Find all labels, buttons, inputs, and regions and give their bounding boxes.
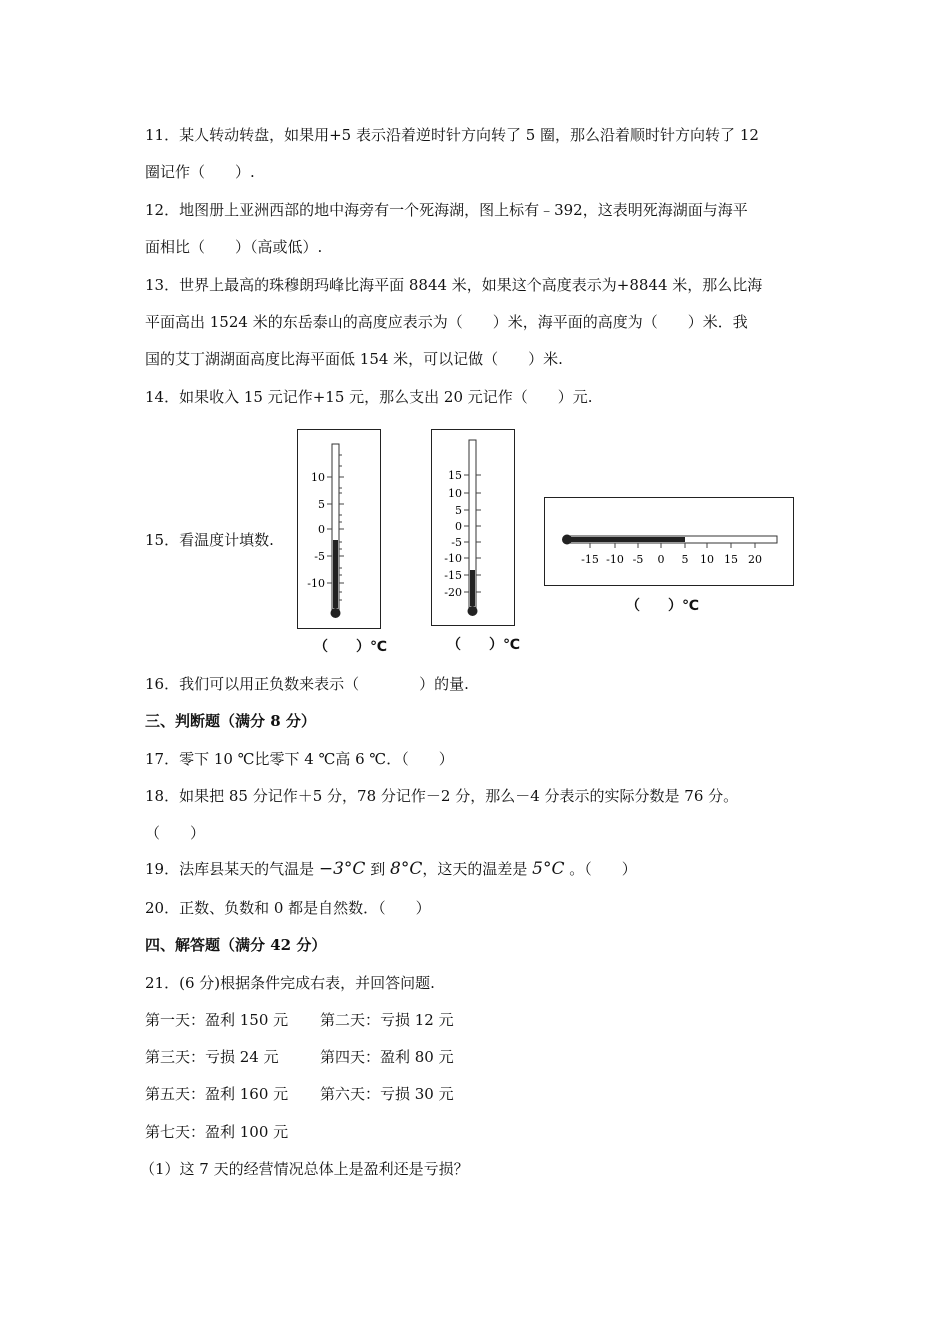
q18-line2: （ ） bbox=[145, 824, 206, 842]
section3-title: 三、判断题（满分 8 分） bbox=[145, 712, 316, 730]
thermo3-tick-10: 10 bbox=[700, 553, 714, 566]
q21-day-3: 第三天：亏损 24 元 bbox=[145, 1048, 279, 1066]
thermo3-tick-5: 5 bbox=[681, 553, 689, 566]
thermometer-2-drawing bbox=[432, 430, 514, 625]
q21-day-row bbox=[145, 1121, 288, 1142]
thermo3-tick-0: 0 bbox=[657, 553, 665, 566]
thermo2-tick-minus20: -20 bbox=[444, 586, 462, 599]
thermometer-3 bbox=[544, 497, 794, 586]
q21-sub1: （1）这 7 天的经营情况总体上是盈利还是亏损？ bbox=[140, 1160, 469, 1178]
q21-day-2: 第二天：亏损 12 元 bbox=[320, 1011, 454, 1029]
q13-line3: 国的艾丁湖湖面高度比海平面低 154 米，可以记做（ ）米. bbox=[145, 350, 563, 368]
thermo1-tick-minus10: -10 bbox=[307, 577, 325, 590]
thermo1-tick-minus5: -5 bbox=[314, 550, 325, 563]
thermo1-tick-10: 10 bbox=[311, 471, 325, 484]
q14-text: 14．如果收入 15 元记作+15 元，那么支出 20 元记作（ ）元. bbox=[145, 388, 593, 406]
q21-day-5: 第五天：盈利 160 元 bbox=[145, 1085, 289, 1103]
thermo2-tick-minus15: -15 bbox=[444, 569, 462, 582]
q21-day-row bbox=[145, 1009, 454, 1030]
thermometer-1 bbox=[297, 429, 381, 629]
q21-day-6: 第六天：亏损 30 元 bbox=[320, 1085, 454, 1103]
thermo2-tick-minus5: -5 bbox=[451, 536, 462, 549]
thermo3-tick-minus10: -10 bbox=[606, 553, 624, 566]
thermo2-tick-0: 0 bbox=[455, 520, 462, 533]
thermo3-caption: （ ）℃ bbox=[626, 598, 699, 614]
q12-line1: 12．地图册上亚洲西部的地中海旁有一个死海湖，图上标有﹣392，这表明死海湖面与海平 bbox=[145, 201, 748, 219]
thermo3-tick-20: 20 bbox=[748, 553, 762, 566]
q20-text: 20．正数、负数和 0 都是自然数．（ ） bbox=[145, 899, 431, 917]
q11-line1: 11．某人转动转盘，如果用+5 表示沿着逆时针方向转了 5 圈，那么沿着顺时针方向转了 12 bbox=[145, 126, 759, 144]
q19-text bbox=[145, 858, 637, 879]
thermo1-tick-5: 5 bbox=[318, 498, 325, 511]
q12-line2: 面相比（ ）（高或低）. bbox=[145, 238, 323, 256]
q21-day-row bbox=[145, 1046, 454, 1067]
q19-prefix: 19．法库县某天的气温是 bbox=[145, 860, 315, 878]
thermo1-caption: （ ）℃ bbox=[314, 639, 387, 655]
q21-day-1: 第一天：盈利 150 元 bbox=[145, 1011, 289, 1029]
thermo2-tick-10: 10 bbox=[448, 487, 462, 500]
q13-line2: 平面高出 1524 米的东岳泰山的高度应表示为（ ）米，海平面的高度为（ ）米．我 bbox=[145, 313, 748, 331]
q19-mid2: ，这天的温差是 bbox=[422, 860, 528, 878]
q19-temp3: 5°C bbox=[532, 859, 565, 879]
q15-text: 15．看温度计填数. bbox=[145, 531, 274, 549]
thermometer-1-drawing bbox=[298, 430, 380, 628]
q21-text: 21．(6 分)根据条件完成右表，并回答问题. bbox=[145, 974, 435, 992]
thermo2-tick-minus10: -10 bbox=[444, 552, 462, 565]
q21-day-7: 第七天：盈利 100 元 bbox=[145, 1123, 289, 1141]
thermo2-caption: （ ）℃ bbox=[447, 637, 520, 653]
q17-text: 17．零下 10 ℃比零下 4 ℃高 6 ℃．（ ） bbox=[145, 750, 454, 768]
section4-title: 四、解答题（满分 42 分） bbox=[145, 936, 327, 954]
q13-line1: 13．世界上最高的珠穆朗玛峰比海平面 8844 米，如果这个高度表示为+8844 米，那么比海 bbox=[145, 276, 763, 294]
q19-temp2: 8°C bbox=[390, 859, 423, 879]
q21-day-4: 第四天：盈利 80 元 bbox=[320, 1048, 454, 1066]
q19-suffix: 。（ ） bbox=[569, 860, 637, 878]
q18-line1: 18．如果把 85 分记作＋5 分，78 分记作－2 分，那么－4 分表示的实际分数是 76 分。 bbox=[145, 787, 739, 805]
q19-mid1: 到 bbox=[370, 860, 386, 878]
thermo3-tick-minus15: -15 bbox=[581, 553, 599, 566]
q19-temp1: −3°C bbox=[318, 859, 366, 879]
q11-line2: 圈记作（ ）. bbox=[145, 163, 255, 181]
thermo1-tick-0: 0 bbox=[318, 523, 325, 536]
thermo3-tick-15: 15 bbox=[724, 553, 738, 566]
thermometer-3-drawing bbox=[545, 498, 793, 585]
q21-day-row bbox=[145, 1083, 454, 1104]
q16-text: 16．我们可以用正负数来表示（ ）的量. bbox=[145, 675, 469, 693]
thermo3-tick-minus5: -5 bbox=[632, 553, 644, 566]
thermometer-2 bbox=[431, 429, 515, 626]
thermo2-tick-5: 5 bbox=[455, 504, 462, 517]
thermo2-tick-15: 15 bbox=[448, 469, 462, 482]
